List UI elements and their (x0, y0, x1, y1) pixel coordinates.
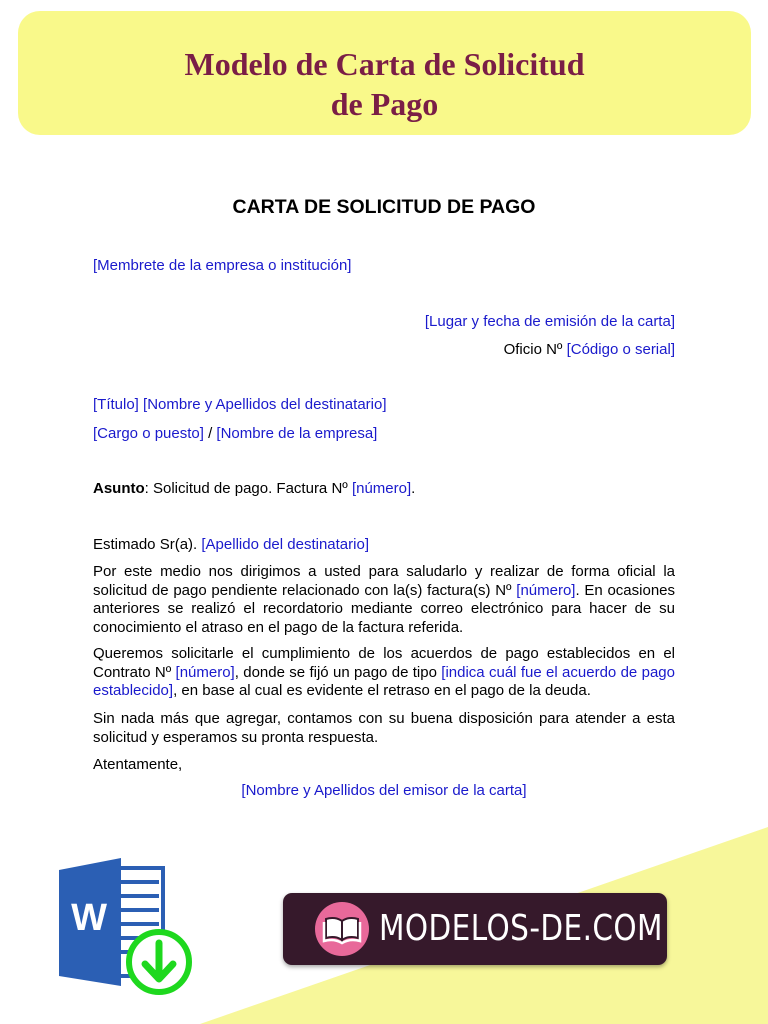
download-arrow-icon (129, 932, 189, 992)
closing: Atentamente, (93, 756, 183, 773)
paragraph-2-number-placeholder: [número] (175, 663, 235, 681)
paragraph-2-text-b: , donde se fijó un pago de tipo (234, 663, 437, 681)
title-banner (18, 11, 751, 135)
word-letter: W (71, 897, 107, 939)
sender-placeholder: [Nombre y Apellidos del emisor de la carta] (241, 782, 527, 799)
recipient-title-placeholder: [Título] (93, 396, 139, 413)
paragraph-2 (93, 645, 675, 701)
oficio-line (504, 341, 675, 360)
recipient-line (93, 396, 387, 415)
subject-line: Asunto: Solicitud de pago. Factura Nº [número]. (93, 480, 416, 497)
recipient-company-placeholder: [Nombre de la empresa] (216, 425, 378, 442)
subject-number-placeholder: [número] (351, 480, 412, 497)
separator: / (208, 425, 213, 442)
paragraph-1 (93, 563, 675, 637)
banner-title-line-2: de Pago (330, 86, 439, 122)
paragraph-1-text-a: Por este medio nos dirigimos a usted para saludarlo y realizar de forma oficial la solicitud de pago pendiente relacionado con la(s) factura(s) Nº (93, 563, 675, 599)
paragraph-2-text-c: , en base al cual es evidente el retraso en el pago de la deuda. (173, 682, 591, 699)
greeting-line (93, 536, 369, 555)
brand-logo-button[interactable] (283, 893, 667, 965)
recipient-position-placeholder: [Cargo o puesto] (93, 425, 204, 442)
open-book-icon (315, 902, 369, 956)
greeting-name-placeholder: [Apellido del destinatario] (201, 536, 369, 553)
letterhead-placeholder: [Membrete de la empresa o institución] (93, 257, 352, 274)
greeting-text: Estimado Sr(a). (93, 536, 198, 553)
paragraph-3: Sin nada más que agregar, contamos con su buena disposición para atender a esta solicitud y esperamos su pronta respuesta. (93, 710, 675, 746)
brand-text: MODELOS-DE.COM (379, 908, 663, 949)
oficio-code-placeholder: [Código o serial] (566, 341, 675, 358)
subject-label: Asunto (93, 480, 145, 497)
place-date-placeholder: [Lugar y fecha de emisión de la carta] (424, 313, 675, 330)
recipient-position-line (93, 425, 377, 444)
paragraph-1-text-b: . En ocasiones anteriores se realizó el recordatorio mediante correo electrónico para hacer de su conocimiento el atraso en el pago de la factura referida. (93, 581, 676, 636)
oficio-label: Oficio Nº (503, 341, 563, 358)
subject-text: : Solicitud de pago. Factura Nº (144, 480, 348, 497)
recipient-name-placeholder: [Nombre y Apellidos del destinatario] (143, 396, 387, 413)
paragraph-1-number-placeholder: [número] (516, 581, 576, 599)
banner-title-line-1: Modelo de Carta de Solicitud (184, 46, 585, 82)
banner-title (18, 44, 751, 124)
paragraph-2-agreement-placeholder: [indica cuál fue el acuerdo de pago establecido] (93, 663, 675, 699)
document-title: CARTA DE SOLICITUD DE PAGO (232, 196, 536, 218)
brand-circle (315, 902, 369, 956)
word-document-icon[interactable] (59, 858, 194, 998)
paragraph-2-text-a: Queremos solicitarle el cumplimiento de los acuerdos de pago establecidos en el Contrato Nº (93, 645, 675, 681)
